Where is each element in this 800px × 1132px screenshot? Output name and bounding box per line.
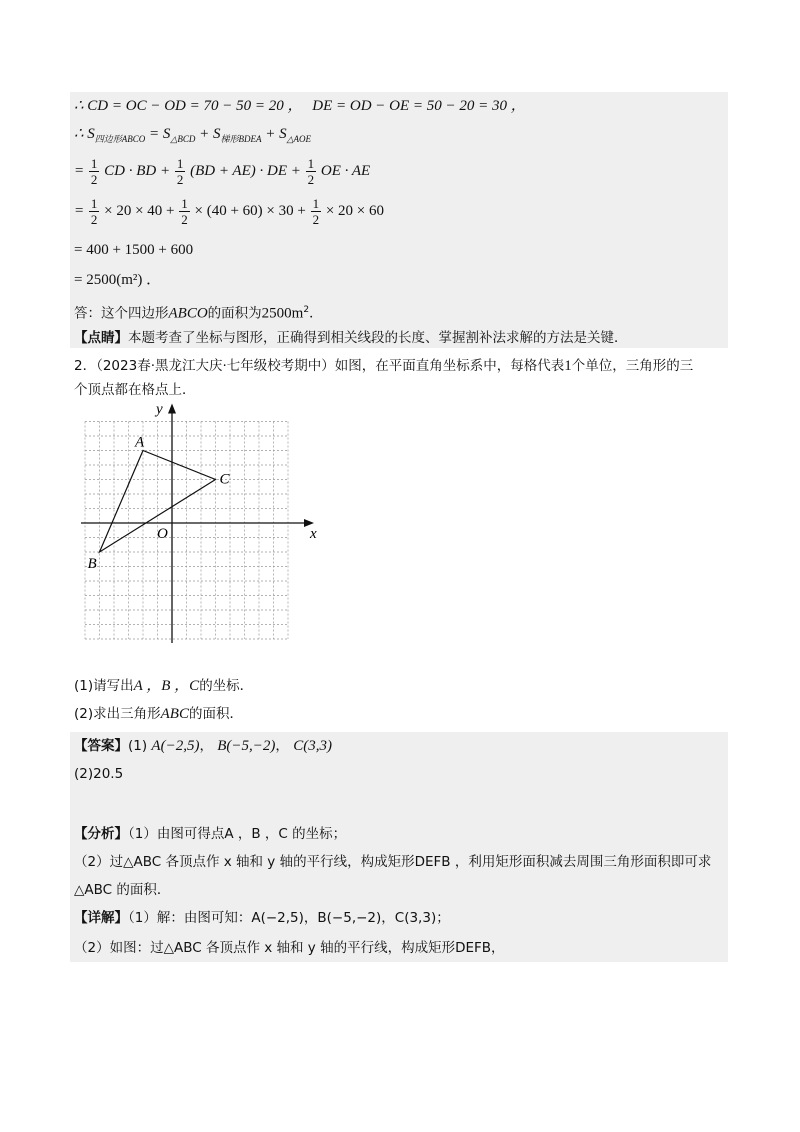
- equals-sign: =: [74, 162, 85, 179]
- vertex-label-a: A: [135, 434, 145, 451]
- area-sub-trap: 梯形BDEA: [220, 134, 262, 144]
- fraction-num: 1: [307, 156, 315, 171]
- coordinate-figure: [70, 402, 330, 656]
- vertex-label-c: C: [219, 471, 230, 488]
- analysis-line-3: △ABC 的面积．: [74, 882, 171, 898]
- solution-line-1: [74, 96, 526, 116]
- de-equation: DE = OD − OE = 50 − 20 = 30 ，: [312, 98, 526, 114]
- fraction-den: 2: [90, 172, 98, 187]
- area-sub-quad: 四边形ABCO: [94, 134, 146, 144]
- term-trapezoid: (BD + AE) · DE +: [190, 162, 301, 179]
- question-2: [74, 704, 243, 724]
- solution-line-3: [74, 156, 370, 187]
- fraction-num: 1: [90, 156, 98, 171]
- coordinate-grid-svg: [70, 402, 330, 652]
- area-sum-plus3: + S: [261, 126, 287, 142]
- fraction-num: 1: [181, 196, 188, 211]
- total-area-unit: (m²): [116, 272, 143, 288]
- fraction-den: 2: [181, 212, 188, 227]
- solution-line-6: [74, 270, 161, 290]
- fraction-half: [89, 196, 100, 227]
- problem-intro-2: 个顶点都在格点上．: [74, 382, 196, 398]
- solution-line-5: = 400 + 1500 + 600: [74, 242, 194, 258]
- end-mark: ．: [146, 272, 162, 288]
- term-cd-bd: CD · BD +: [104, 162, 171, 179]
- area-sum-plus2: + S: [195, 126, 221, 142]
- analysis-tag: 【分析】: [74, 826, 128, 842]
- answer-1-prefix: (1): [128, 738, 148, 754]
- total-area-value: = 2500: [74, 272, 117, 288]
- detail-line-2: （2）如图：过△ABC 各顶点作 x 轴和 y 轴的平行线，构成矩形DEFB，: [74, 940, 505, 956]
- origin-label: O: [157, 526, 168, 542]
- comment-text: 本题考查了坐标与图形，正确得到相关线段的长度、掌握割补法求解的方法是关键．: [128, 330, 628, 346]
- question-1: [74, 676, 253, 696]
- problem-intro-text: 2．（2023春·黑龙江大庆·七年级校考期中）如图，在平面直角坐标系中，每格代表: [74, 358, 565, 374]
- y-axis-label: y: [156, 402, 163, 418]
- fraction-half: [311, 196, 322, 227]
- fraction-half: [179, 196, 190, 227]
- answer-unit-sup: 2: [303, 305, 310, 315]
- vertex-label-b: B: [87, 556, 97, 572]
- problem-intro-end: 个单位，三角形的三: [571, 358, 694, 374]
- area-sum-lead: ∴ S: [74, 126, 95, 142]
- unit-number: 1: [564, 358, 572, 374]
- numeric-term-3: × 20 × 60: [325, 202, 385, 219]
- answer-end: ．: [309, 305, 323, 322]
- answer-line-1: 【答案】(1) A(−2,5)， B(−5,−2)， C(3,3): [74, 738, 332, 754]
- fraction-num: 1: [90, 196, 98, 211]
- detail-tag: 【详解】: [74, 910, 128, 926]
- solution-line-2: [74, 124, 311, 149]
- analysis-line-2: （2）过△ABC 各顶点作 x 轴和 y 轴的平行线，构成矩形DEFB ，利用矩形面积减去周围三角形面积即可求: [74, 854, 712, 870]
- area-sum-plus1: = S: [145, 126, 171, 142]
- answer-prefix: 答：这个四边形: [74, 305, 169, 322]
- answer-point-a: A(−2,5): [151, 738, 200, 754]
- area-sub-bcd: △BCD: [170, 134, 196, 144]
- analysis-line-1: [74, 824, 346, 844]
- problem-intro-1: [74, 356, 693, 376]
- answer-tag: 【答案】: [74, 738, 128, 754]
- equals-sign: =: [74, 202, 85, 219]
- question-2-prefix: (2)求出三角形: [74, 706, 161, 722]
- answer-value: 2500m: [261, 305, 304, 322]
- question-1-prefix: (1)请写出: [74, 678, 134, 694]
- fraction-den: 2: [307, 172, 315, 187]
- numeric-term-2: × (40 + 60) × 30 +: [194, 202, 306, 219]
- fraction-den: 2: [90, 212, 98, 227]
- area-sub-aoe: △AOE: [286, 134, 312, 144]
- comment-line: [74, 328, 628, 348]
- fraction-half: [175, 156, 186, 187]
- fraction-half: [89, 156, 100, 187]
- question-2-suffix: 的面积．: [188, 706, 243, 722]
- fraction-num: 1: [176, 156, 184, 171]
- question-1-suffix: 的坐标．: [199, 678, 254, 694]
- cd-equation: ∴ CD = OC − OD = 70 − 50 = 20 ，: [74, 98, 303, 114]
- answer-quad-name: ABCO: [168, 305, 208, 322]
- x-axis-label: x: [310, 526, 317, 542]
- answer-statement: [74, 300, 323, 324]
- fraction-num: 1: [312, 196, 320, 211]
- analysis-text-1: （1）由图可得点A ，B ，C 的坐标；: [128, 826, 347, 842]
- question-1-points: A ，B ，C: [133, 678, 200, 694]
- detail-line-1: [74, 908, 450, 928]
- detail-text-1: （1）解：由图可知：A(−2,5)，B(−5,−2)，C(3,3)；: [128, 910, 450, 926]
- term-oe-ae: OE · AE: [320, 162, 371, 179]
- solution-line-4: [74, 196, 384, 227]
- answer-point-b: B(−5,−2): [217, 738, 276, 754]
- answer-line-2: (2)20.5: [74, 766, 124, 782]
- numeric-term-1: × 20 × 40 +: [104, 202, 175, 219]
- fraction-den: 2: [312, 212, 320, 227]
- answer-point-c: C(3,3): [293, 738, 332, 754]
- answer-mid: 的面积为: [207, 305, 262, 322]
- comment-tag: 【点睛】: [74, 330, 128, 346]
- fraction-den: 2: [176, 172, 184, 187]
- fraction-half: [306, 156, 317, 187]
- y-axis-arrow-icon: [168, 404, 176, 414]
- question-2-triangle: ABC: [160, 706, 189, 722]
